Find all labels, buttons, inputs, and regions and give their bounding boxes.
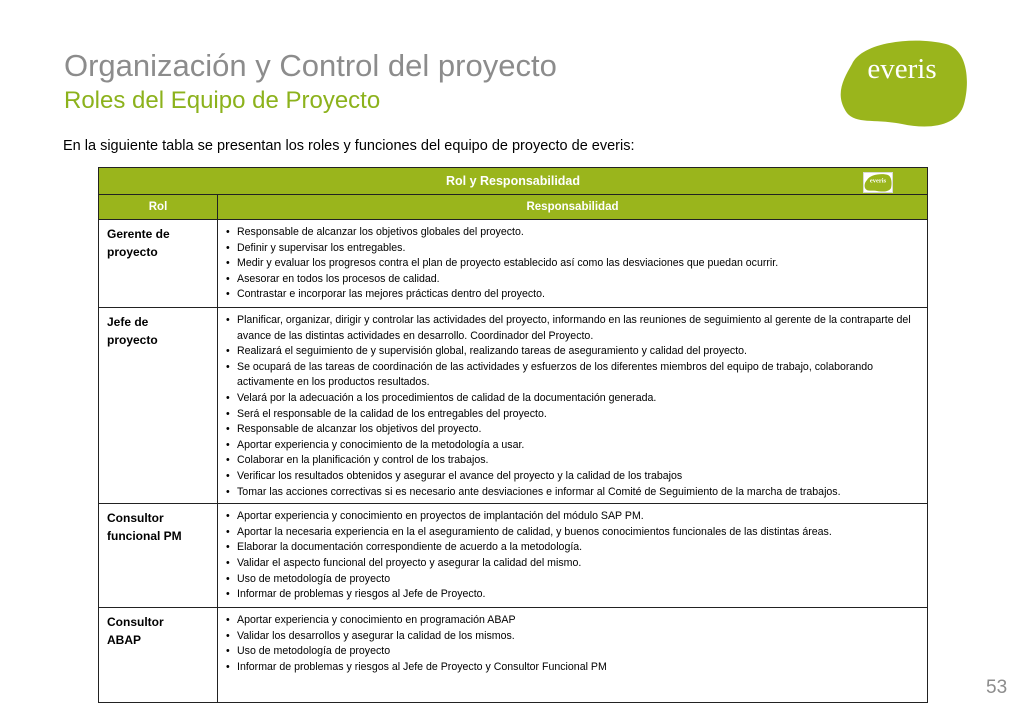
list-item: • Informar de problemas y riesgos al Jefe de Proyecto y Consultor Funcional PM <box>226 660 919 676</box>
list-item: • Medir y evaluar los progresos contra el plan de proyecto establecido así como las desviaciones que puedan ocurrir. <box>226 256 919 272</box>
role-cell <box>99 220 218 308</box>
responsibility-cell <box>218 608 928 703</box>
col-header-responsabilidad: Responsabilidad <box>218 195 928 220</box>
table-title-cell <box>99 168 928 195</box>
list-item: • Velará por la adecuación a los procedimientos de calidad de la documentación generada. <box>226 391 919 407</box>
logo-text: everis <box>867 53 937 85</box>
slide-title: Organización y Control del proyecto <box>64 48 557 83</box>
page-number: 53 <box>986 677 1008 698</box>
list-item: • Planificar, organizar, dirigir y controlar las actividades del proyecto, informando en las reuniones de seguimiento al gerente de la contraparte del avance de las distintas actividades en desarrollo. Coordinador del Proyecto. <box>226 313 919 344</box>
list-item: • Validar los desarrollos y asegurar la calidad de los mismos. <box>226 629 919 645</box>
list-item: • Uso de metodología de proyecto <box>226 572 919 588</box>
list-item: • Aportar experiencia y conocimiento de la metodología a usar. <box>226 438 919 454</box>
intro-text: En la siguiente tabla se presentan los roles y funciones del equipo de proyecto de everis: <box>63 138 635 154</box>
mini-everis-logo <box>863 172 893 193</box>
role-name: proyecto <box>107 245 158 259</box>
slide-subtitle: Roles del Equipo de Proyecto <box>64 87 381 114</box>
table-row <box>99 504 928 608</box>
role-name: proyecto <box>107 333 158 347</box>
roles-table <box>98 167 928 703</box>
responsibility-cell <box>218 308 928 504</box>
responsibility-cell <box>218 220 928 308</box>
responsibility-cell <box>218 504 928 608</box>
list-item: • Aportar la necesaria experiencia en la el aseguramiento de calidad, y buenos conocimientos funcionales de las distintas áreas. <box>226 525 919 541</box>
mini-logo-text: everis <box>869 177 887 185</box>
table-title: Rol y Responsabilidad <box>445 174 581 188</box>
list-item: • Elaborar la documentación correspondiente de acuerdo a la metodología. <box>226 540 919 556</box>
role-cell <box>99 308 218 504</box>
list-item: • Definir y supervisar los entregables. <box>226 241 919 257</box>
role-name: Jefe de <box>107 315 149 329</box>
everis-logo <box>838 38 970 130</box>
role-name: Consultor <box>107 511 164 526</box>
list-item: • Responsable de alcanzar los objetivos del proyecto. <box>226 422 919 438</box>
list-item: • Informar de problemas y riesgos al Jefe de Proyecto. <box>226 587 919 603</box>
role-name: funcional PM <box>107 529 182 544</box>
role-cell <box>99 608 218 703</box>
table-row <box>99 308 928 504</box>
list-item: • Contrastar e incorporar las mejores prácticas dentro del proyecto. <box>226 287 919 303</box>
list-item: • Aportar experiencia y conocimiento en proyectos de implantación del módulo SAP PM. <box>226 509 919 525</box>
role-name: Gerente de <box>107 227 170 241</box>
list-item: • Se ocupará de las tareas de coordinación de las actividades y esfuerzos de los diferentes miembros del equipo de trabajo, colaborando activamente en los productos resultados. <box>226 360 919 391</box>
list-item: • Uso de metodología de proyecto <box>226 644 919 660</box>
list-item: • Verificar los resultados obtenidos y asegurar el avance del proyecto y la calidad de los trabajos <box>226 469 919 485</box>
col-header-rol: Rol <box>99 195 218 220</box>
table-row <box>99 220 928 308</box>
list-item: • Realizará el seguimiento de y supervisión global, realizando tareas de aseguramiento y calidad del proyecto. <box>226 344 919 360</box>
table-row <box>99 608 928 703</box>
list-item: • Aportar experiencia y conocimiento en programación ABAP <box>226 613 919 629</box>
list-item: • Tomar las acciones correctivas si es necesario ante desviaciones e informar al Comité de Seguimiento de la marcha de trabajos. <box>226 485 919 501</box>
role-name: ABAP <box>107 633 142 648</box>
list-item: • Será el responsable de la calidad de los entregables del proyecto. <box>226 407 919 423</box>
list-item: • Responsable de alcanzar los objetivos globales del proyecto. <box>226 225 919 241</box>
list-item: • Asesorar en todos los procesos de calidad. <box>226 272 919 288</box>
list-item: • Validar el aspecto funcional del proyecto y asegurar la calidad del mismo. <box>226 556 919 572</box>
list-item: • Colaborar en la planificación y control de los trabajos. <box>226 453 919 469</box>
role-name: Consultor <box>107 615 164 630</box>
role-cell <box>99 504 218 608</box>
